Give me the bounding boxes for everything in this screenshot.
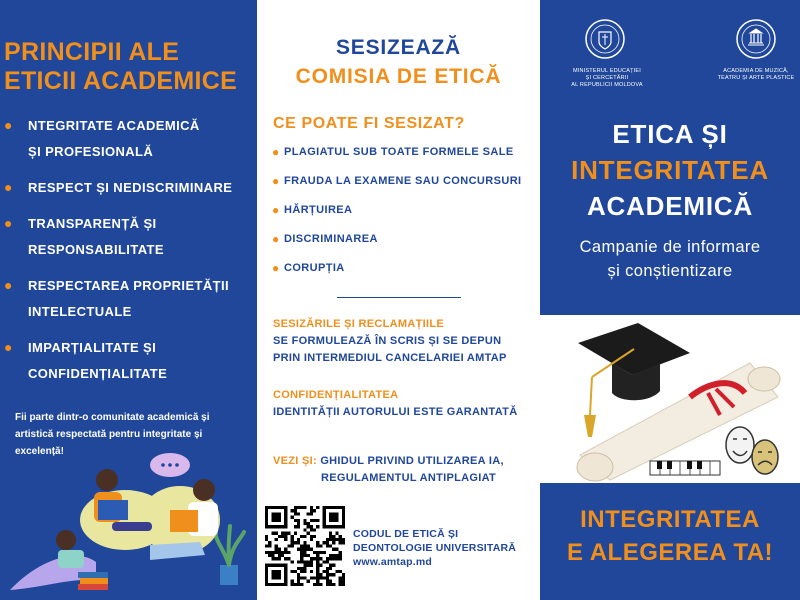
- bullet-icon: ●: [4, 117, 13, 133]
- right-panel: [540, 0, 800, 600]
- bullet-icon: ●: [4, 179, 13, 195]
- bullet-icon: ●: [4, 215, 13, 231]
- report-title: SESIZEAZĂ: [335, 36, 462, 59]
- plant-icon: [216, 526, 244, 585]
- bullet-icon: ●: [272, 145, 280, 159]
- bullet-icon: ●: [272, 174, 280, 188]
- principles-list: [4, 113, 254, 397]
- principle-item: ● NTEGRITATE ACADEMICĂ ȘI PROFESIONALĂ: [4, 117, 200, 159]
- speech-bubble-icon: [150, 453, 190, 477]
- qr-code-icon[interactable]: [265, 506, 345, 586]
- principle-item: ● RESPECT ȘI NEDISCRIMINARE: [4, 179, 233, 195]
- bullet-icon: ●: [4, 277, 13, 293]
- confidentiality-block: CONFIDENȚIALITATEA IDENTITĂȚII AUTORULUI ESTE GARANTATĂ: [273, 389, 518, 418]
- ministry-logo: [584, 18, 626, 60]
- principle-item: ● RESPECTAREA PROPRIETĂȚII INTELECTUALE: [4, 277, 230, 319]
- reportable-item: ● FRAUDA LA EXAMENE SAU CONCURSURI: [272, 174, 522, 188]
- community-note: Fii parte dintr-o comunitate academică și artistică respectată pentru integritate și excelență!: [15, 412, 210, 457]
- bullet-icon: ●: [272, 261, 280, 275]
- bullet-icon: ●: [272, 232, 280, 246]
- campaign-subtitle: Campanie de informare și conștientizare: [579, 238, 761, 280]
- divider: [337, 297, 461, 298]
- brochure-title: ETICA ȘI INTEGRITATEA ACADEMICĂ: [571, 119, 769, 221]
- reportable-item: ● CORUPȚIA: [272, 261, 345, 275]
- complaints-block: SESIZĂRILE ȘI RECLAMAȚIILE SE FORMULEAZĂ ÎN SCRIS ȘI SE DEPUN PRIN INTERMEDIUL CANCELARIEI AMTAP: [273, 318, 507, 364]
- left-panel: [0, 0, 257, 600]
- what-can-be-reported-heading: CE POATE FI SESIZAT?: [273, 115, 465, 132]
- principle-item: ● TRANSPARENȚĂ ȘI RESPONSABILITATE: [4, 215, 164, 257]
- bullet-icon: ●: [272, 203, 280, 217]
- reportable-item: ● HĂRȚUIREA: [272, 203, 353, 217]
- ministry-caption: MINISTERUL EDUCAȚIEI ȘI CERCETĂRII AL REPUBLICII MOLDOVA: [571, 68, 643, 88]
- reportable-item: ● DISCRIMINAREA: [272, 232, 378, 246]
- ethics-commission-title: COMISIA DE ETICĂ: [295, 65, 502, 88]
- theatre-masks-icon: [726, 427, 778, 474]
- academy-caption: ACADEMIA DE MUZICĂ, TEATRU ȘI ARTE PLASTICE: [717, 68, 795, 81]
- reportable-list: [272, 146, 537, 291]
- bullet-icon: ●: [4, 339, 13, 355]
- principles-title: PRINCIPII ALE ETICII ACADEMICE: [4, 38, 238, 95]
- website-link[interactable]: www.amtap.md: [353, 556, 433, 568]
- academy-logo: [735, 18, 777, 60]
- code-of-ethics-link[interactable]: CODUL DE ETICĂ ȘI DEONTOLOGIE UNIVERSITARĂ www.amtap.md: [353, 527, 538, 569]
- reportable-item: ● PLAGIATUL SUB TOATE FORMELE SALE: [272, 145, 514, 159]
- piano-keys-icon: [650, 461, 720, 475]
- graduation-cap-diploma-masks-illustration: [540, 315, 800, 483]
- principle-item: ● IMPARȚIALITATE ȘI CONFIDENȚIALITATE: [4, 339, 168, 381]
- middle-panel: [257, 0, 540, 600]
- students-reading-illustration: [0, 450, 257, 600]
- slogan: INTEGRITATEA E ALEGEREA TA!: [566, 506, 774, 566]
- see-also-block: VEZI ȘI: GHIDUL PRIVIND UTILIZAREA IA, REGULAMENTUL ANTIPLAGIAT: [273, 455, 504, 484]
